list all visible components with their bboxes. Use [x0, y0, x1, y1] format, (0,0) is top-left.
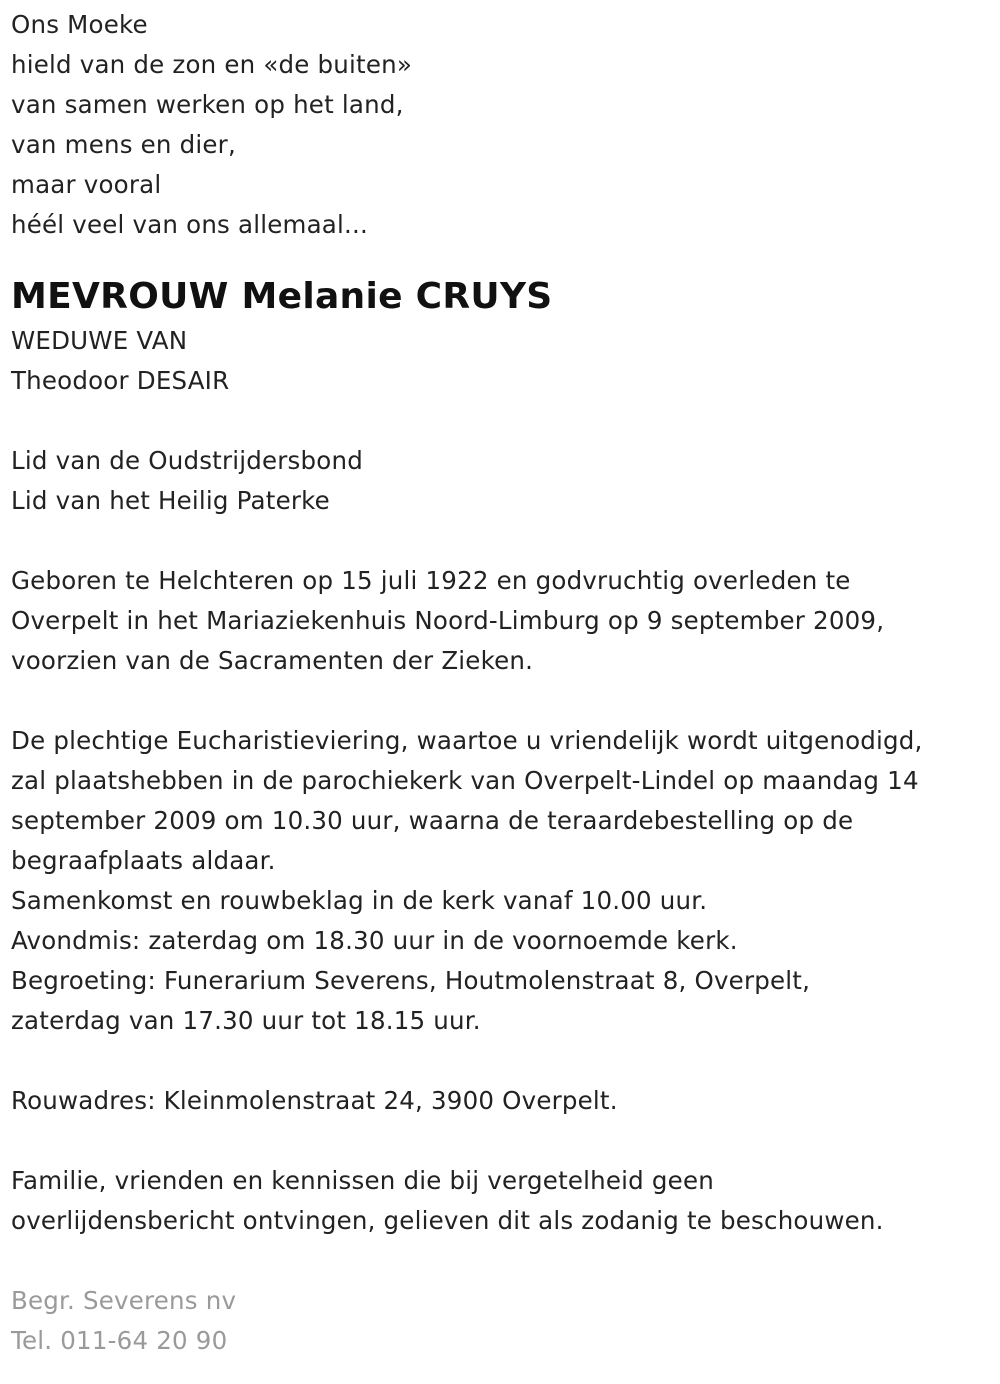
spacer	[11, 401, 1000, 441]
ceremony-line: zaterdag van 17.30 uur tot 18.15 uur.	[11, 1006, 481, 1035]
spacer	[11, 1041, 1000, 1081]
ceremony-line: De plechtige Eucharistieviering, waartoe u vriendelijk wordt uitgenodigd,	[11, 726, 923, 755]
spacer	[11, 681, 1000, 721]
poem-line: hield van de zon en «de buiten»	[11, 50, 413, 79]
birth-death-line: voorzien van de Sacramenten der Zieken.	[11, 646, 534, 675]
birth-death-info	[11, 561, 1000, 681]
funeral-company: Begr. Severens nv	[11, 1286, 237, 1315]
notice-line: overlijdensbericht ontvingen, gelieven dit als zodanig te beschouwen.	[11, 1206, 884, 1235]
family-notice	[11, 1161, 1000, 1241]
birth-death-line: Overpelt in het Mariaziekenhuis Noord-Limburg op 9 september 2009,	[11, 606, 885, 635]
widow-status: WEDUWE VAN	[11, 326, 188, 355]
spouse-name: Theodoor DESAIR	[11, 366, 230, 395]
spacer	[11, 1241, 1000, 1281]
spacer	[11, 521, 1000, 561]
spacer	[11, 1121, 1000, 1161]
poem-line: maar vooral	[11, 170, 162, 199]
birth-death-line: Geboren te Helchteren op 15 juli 1922 en godvruchtig overleden te	[11, 566, 851, 595]
ceremony-line: zal plaatshebben in de parochiekerk van Overpelt-Lindel op maandag 14	[11, 766, 919, 795]
poem-line: héél veel van ons allemaal...	[11, 210, 368, 239]
poem-line: van mens en dier,	[11, 130, 236, 159]
mourning-address: Rouwadres: Kleinmolenstraat 24, 3900 Overpelt.	[11, 1086, 618, 1115]
membership-line: Lid van de Oudstrijdersbond	[11, 446, 363, 475]
ceremony-line: Avondmis: zaterdag om 18.30 uur in de voornoemde kerk.	[11, 926, 738, 955]
deceased-name: MEVROUW Melanie CRUYS	[11, 276, 553, 317]
notice-line: Familie, vrienden en kennissen die bij vergetelheid geen	[11, 1166, 714, 1195]
funeral-phone: Tel. 011-64 20 90	[11, 1326, 228, 1355]
poem-line: Ons Moeke	[11, 10, 148, 39]
memberships	[11, 441, 1000, 521]
funeral-director	[11, 1281, 1000, 1361]
ceremony-line: begraafplaats aldaar.	[11, 846, 276, 875]
ceremony-line: Samenkomst en rouwbeklag in de kerk vanaf 10.00 uur.	[11, 886, 708, 915]
ceremony-line: Begroeting: Funerarium Severens, Houtmolenstraat 8, Overpelt,	[11, 966, 811, 995]
poem-line: van samen werken op het land,	[11, 90, 404, 119]
ceremony-info	[11, 721, 1000, 1041]
spouse-info	[11, 321, 1000, 401]
membership-line: Lid van het Heilig Paterke	[11, 486, 330, 515]
ceremony-line: september 2009 om 10.30 uur, waarna de teraardebestelling op de	[11, 806, 854, 835]
poem	[11, 5, 1000, 245]
